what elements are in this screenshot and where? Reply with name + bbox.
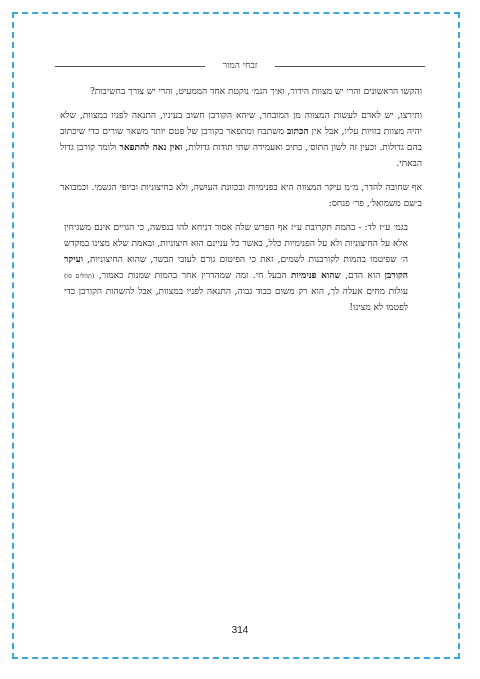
paragraph-2: ותירצו, יש לאדם לעשות המצווה מן המובחר, שיהא הקורבן חשוב בעיניו, התנאה לפניו במצוות, שלא יהיה מצוות בזויות עליו, אבל אין הכתוב משתבח ומתפאר בקורבן של פטם יותר משאר שורים כדי שיכתוב בהם גדולות. וכעין זה לשון התוס׳, כתיב ואעמידה שתי תודות גדולות, ואין נאה להתפאר ולומר קורבן גדול הבאתי. — [60, 111, 422, 169]
source-citation: (תהלים סו) — [64, 272, 95, 280]
page-number: 314 — [231, 625, 249, 636]
bold-phrase: שהוא פנימיות — [290, 271, 341, 281]
quoted-paragraph: בגמ׳ ע״ז לד: - בהמת תקרובת ע״ז אף הפרש שלה אסור דניחא להו בנפשה, כי הגויים אינם משגיחין אלא על החיצוניות ולא על הפנימיות כלל, באשר כל עניינם הוא חיצוניות, ובאמת שלא מצינו במקדש ה׳ שפיטמו בהמות לקורבנות לשמים, זאת כי הפיטום גורם לעובי הבשר, שהוא החיצוניות, ועיקר הקורבן הוא הדם, שהוא פנימיות הבעל חי. ומה שמהדרין אחר בהמות שמנות כאמור, (תהלים סו) עולות מחים אעלה לך, הוא רק משום כבוד גבוה, התנאה לפניו במצוות, אבל להשהות הקורבן כדי לפטמו לא מצינו! — [64, 223, 408, 313]
header-title: זבחי המור — [222, 61, 258, 71]
bold-phrase: ואין נאה להתפאר — [119, 143, 183, 153]
paragraph-1: והקשו הראשונים והרי יש מצוות הידור, ואיך הגמ׳ נוקטת אחד הממעיט, והרי יש צורך בחשיבות? — [89, 87, 422, 97]
bold-term: הכתוב — [286, 127, 309, 137]
running-header — [55, 60, 425, 72]
paragraph-3: אף שחובה להדר, מ״מ עיקר המצווה היא בפנימיות ובכוונת העושה, ולא בחיצוניות וביופי הגשמי. וכמבואר ב׳שם משמואל׳, פר׳ פנחס: — [60, 183, 422, 209]
bold-phrase: ועיקר הקורבן — [64, 255, 408, 281]
body-text — [60, 84, 422, 324]
